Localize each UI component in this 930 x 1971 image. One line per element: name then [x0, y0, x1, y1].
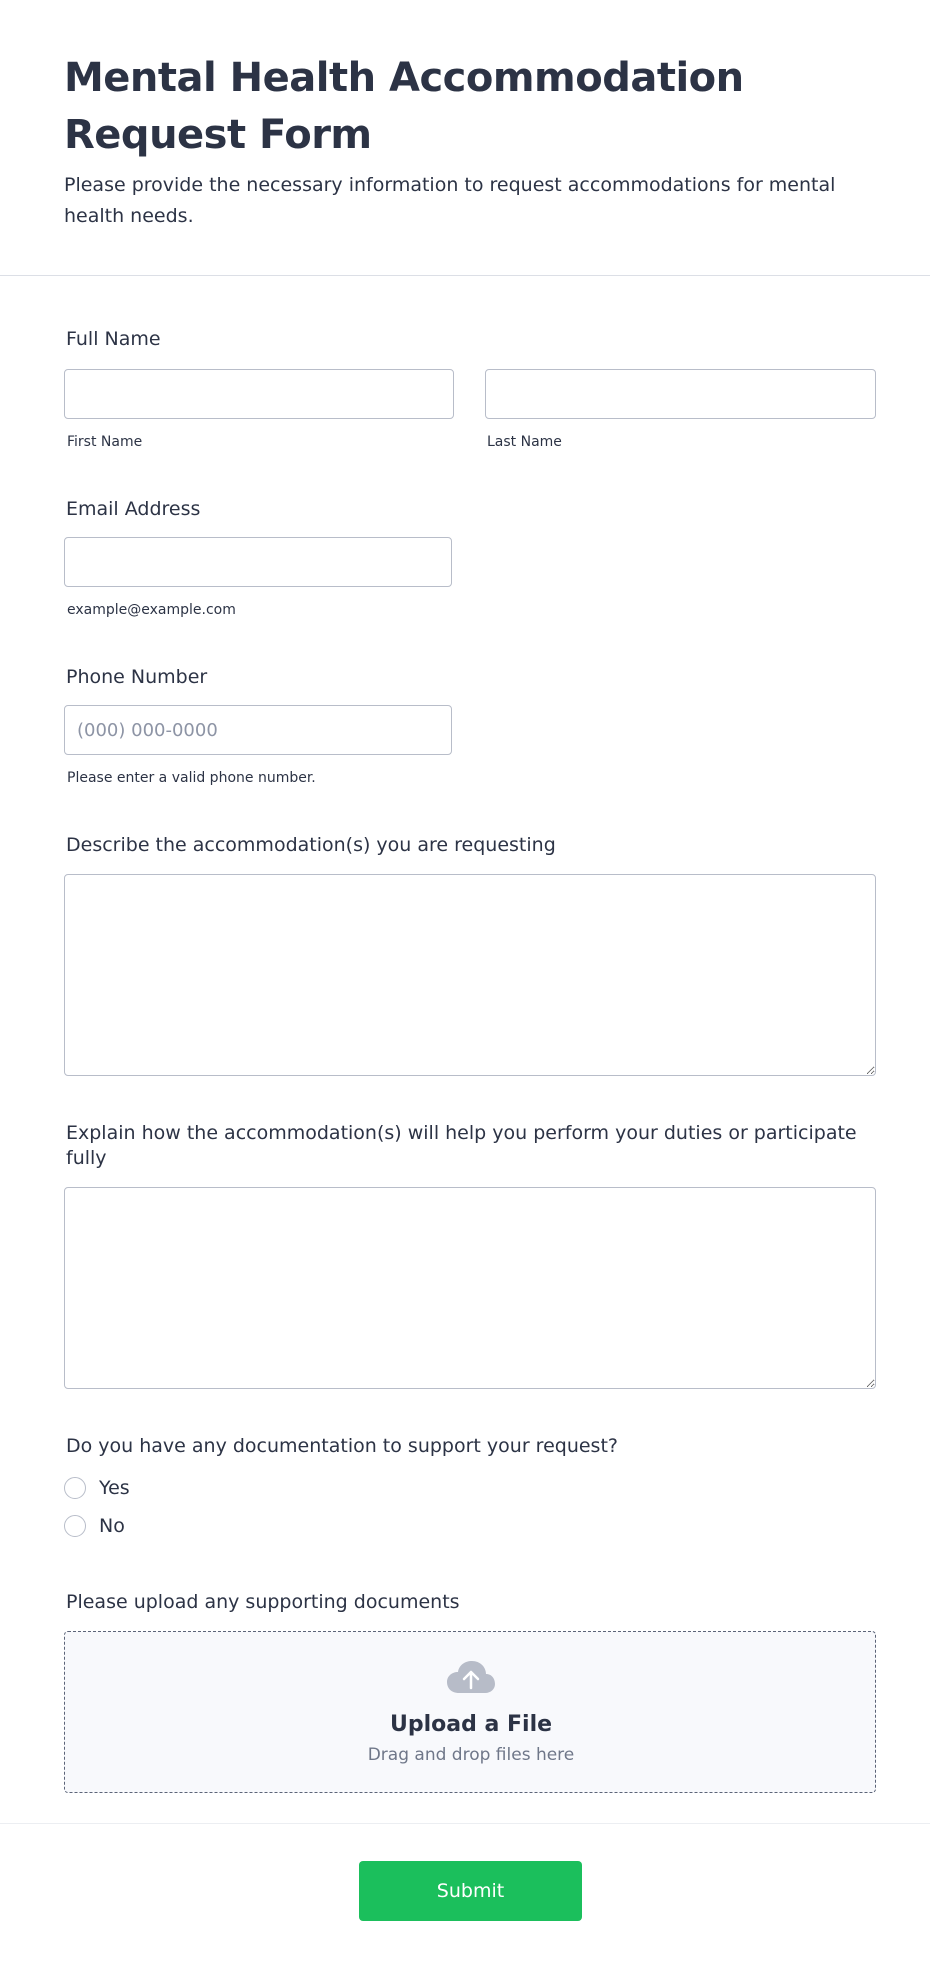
- submit-button[interactable]: Submit: [359, 1861, 582, 1921]
- form-title: Mental Health Accommodation Request Form: [64, 55, 744, 158]
- file-upload-dropzone[interactable]: [64, 1631, 876, 1793]
- upload-title: Upload a File: [389, 1712, 553, 1737]
- explanation-label: Explain how the accommodation(s) will help you perform your duties or participate fully: [66, 1122, 857, 1169]
- full-name-label: Full Name: [66, 328, 161, 350]
- first-name-sublabel: First Name: [67, 434, 143, 450]
- form-header: [0, 0, 930, 226]
- first-name-input[interactable]: [64, 369, 454, 419]
- last-name-input[interactable]: [485, 369, 876, 419]
- accommodation-label: Describe the accommodation(s) you are requesting: [66, 834, 556, 856]
- phone-label: Phone Number: [66, 666, 208, 688]
- phone-input[interactable]: [64, 705, 452, 755]
- radio-label-yes: Yes: [99, 1477, 130, 1499]
- phone-sublabel: Please enter a valid phone number.: [67, 770, 316, 786]
- radio-option-no[interactable]: [64, 1515, 125, 1537]
- upload-subtitle: Drag and drop files here: [367, 1745, 575, 1765]
- cloud-upload-icon: [446, 1660, 496, 1694]
- radio-button[interactable]: [64, 1477, 86, 1499]
- accommodation-textarea[interactable]: [64, 874, 876, 1076]
- explanation-textarea[interactable]: [64, 1187, 876, 1389]
- radio-option-yes[interactable]: [64, 1477, 130, 1499]
- footer-divider: [0, 1823, 930, 1824]
- header-divider: [0, 275, 930, 276]
- radio-label-no: No: [99, 1515, 125, 1537]
- documentation-label: Do you have any documentation to support your request?: [66, 1435, 618, 1457]
- radio-button[interactable]: [64, 1515, 86, 1537]
- last-name-sublabel: Last Name: [487, 434, 562, 450]
- upload-label: Please upload any supporting documents: [66, 1591, 460, 1613]
- email-input[interactable]: [64, 537, 452, 587]
- email-label: Email Address: [66, 498, 201, 520]
- email-sublabel: example@example.com: [67, 602, 236, 618]
- form-description: Please provide the necessary information to request accommodations for mental health needs.: [64, 174, 836, 227]
